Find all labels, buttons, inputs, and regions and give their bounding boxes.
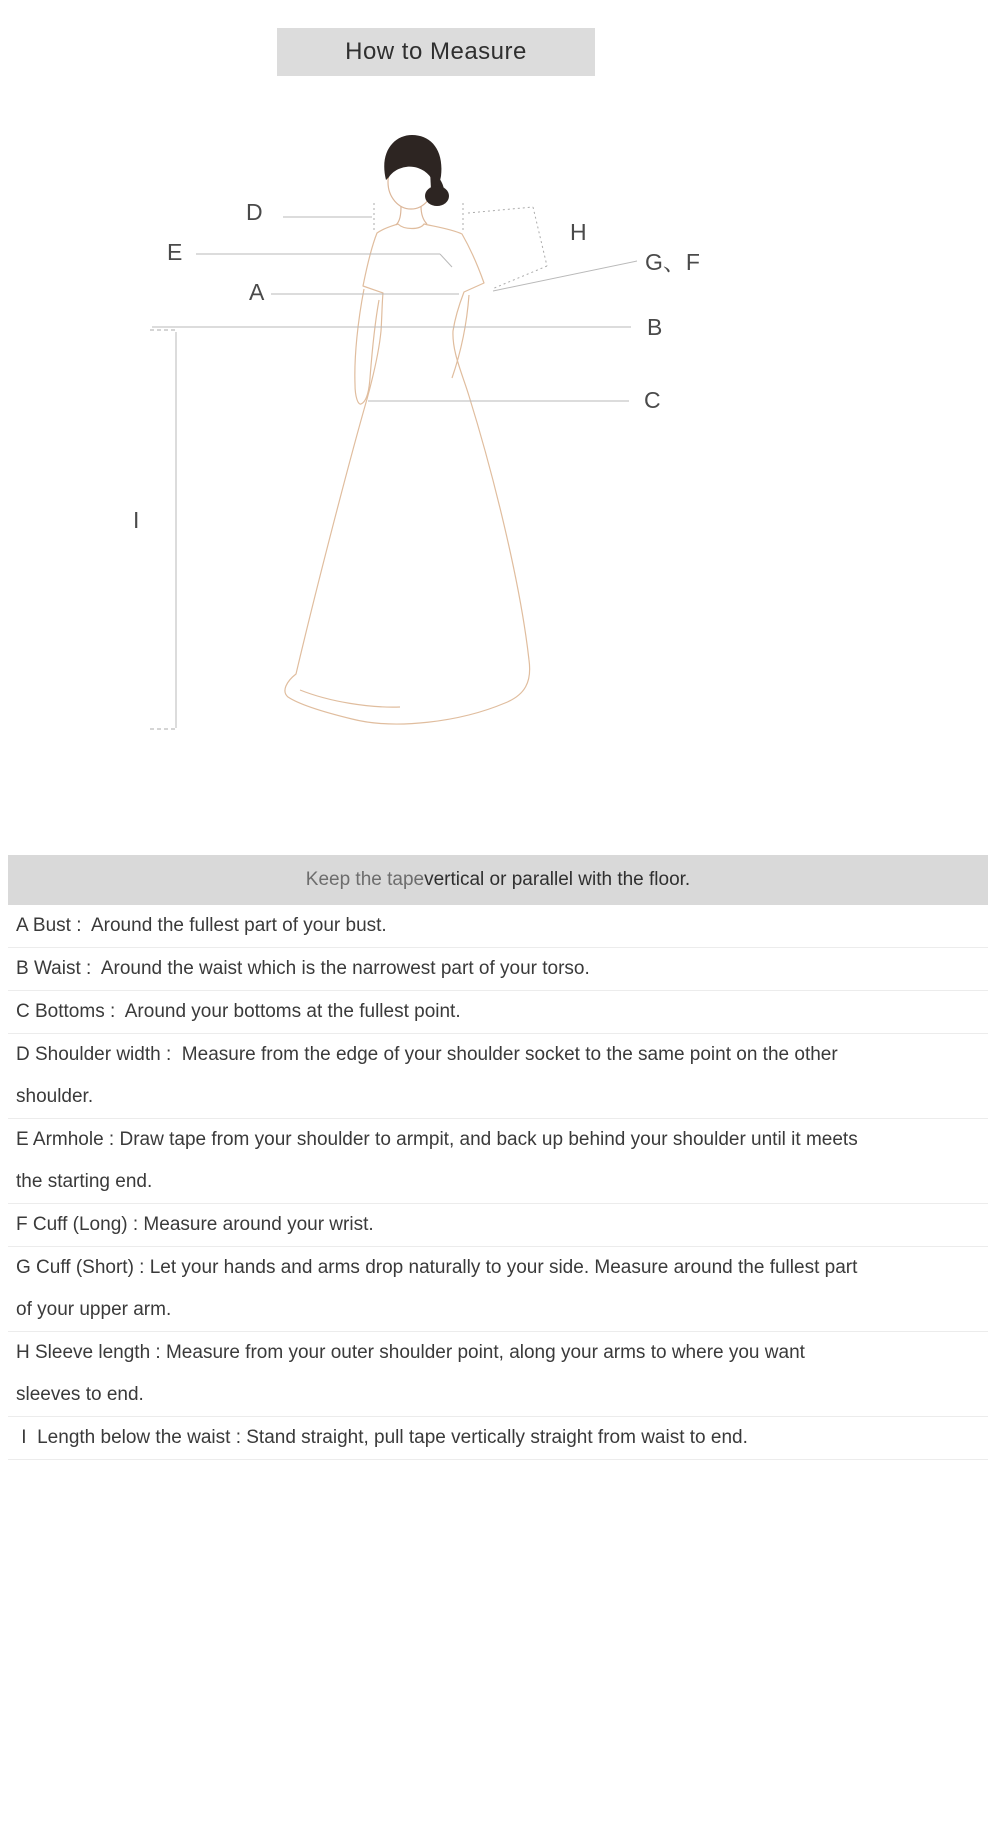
table-row-text: F Cuff (Long) : Measure around your wrist.: [16, 1214, 374, 1235]
measure-label-bust: A: [249, 279, 265, 305]
measure-label-length-below-waist: I: [133, 507, 140, 533]
table-row-text: G Cuff (Short) : Let your hands and arms drop naturally to your side. Measure around the fullest part of your upper arm.: [16, 1257, 863, 1320]
table-row-bust: [8, 905, 988, 948]
measure-label-waist: B: [647, 314, 663, 340]
table-header-prefix: Keep the tape: [305, 869, 425, 890]
measure-label-cuff: G、F: [645, 249, 700, 275]
table-row-text: H Sleeve length : Measure from your outer shoulder point, along your arms to where you want sleeves to end.: [16, 1342, 811, 1405]
table-row-waist: [8, 948, 988, 991]
measure-label-sleeve-length: H: [570, 219, 587, 245]
table-row-text: E Armhole : Draw tape from your shoulder to armpit, and back up behind your shoulder until it meets the starting end.: [16, 1129, 863, 1192]
measure-label-bottoms: C: [644, 387, 661, 413]
table-row-text: A Bust : Around the fullest part of your bust.: [16, 915, 387, 936]
table-row-text: D Shoulder width : Measure from the edge of your shoulder socket to the same point on the other shoulder.: [16, 1044, 843, 1107]
table-row-length-below-waist: [8, 1417, 988, 1460]
measure-label-shoulder-width: D: [246, 199, 263, 225]
measurement-diagram: [0, 0, 996, 840]
measure-label-armhole: E: [167, 239, 183, 265]
table-row-text: B Waist : Around the waist which is the narrowest part of your torso.: [16, 958, 590, 979]
table-header: [8, 855, 988, 905]
table-row-text: I Length below the waist : Stand straight, pull tape vertically straight from waist to end.: [16, 1427, 748, 1448]
figure-illustration: [285, 224, 530, 724]
table-row-text: C Bottoms : Around your bottoms at the fullest point.: [16, 1001, 461, 1022]
table-row-bottoms: [8, 991, 988, 1034]
table-row-cuff-long: [8, 1204, 988, 1247]
measurement-table: [8, 855, 988, 1460]
table-header-emphasis: vertical or parallel with the floor.: [424, 869, 691, 890]
page-title: How to Measure: [277, 28, 595, 76]
table-row-armhole: [8, 1119, 988, 1204]
measurement-dashes: [150, 330, 177, 729]
table-row-cuff-short: [8, 1247, 988, 1332]
table-row-sleeve-length: [8, 1332, 988, 1417]
table-row-shoulder-width: [8, 1034, 988, 1119]
